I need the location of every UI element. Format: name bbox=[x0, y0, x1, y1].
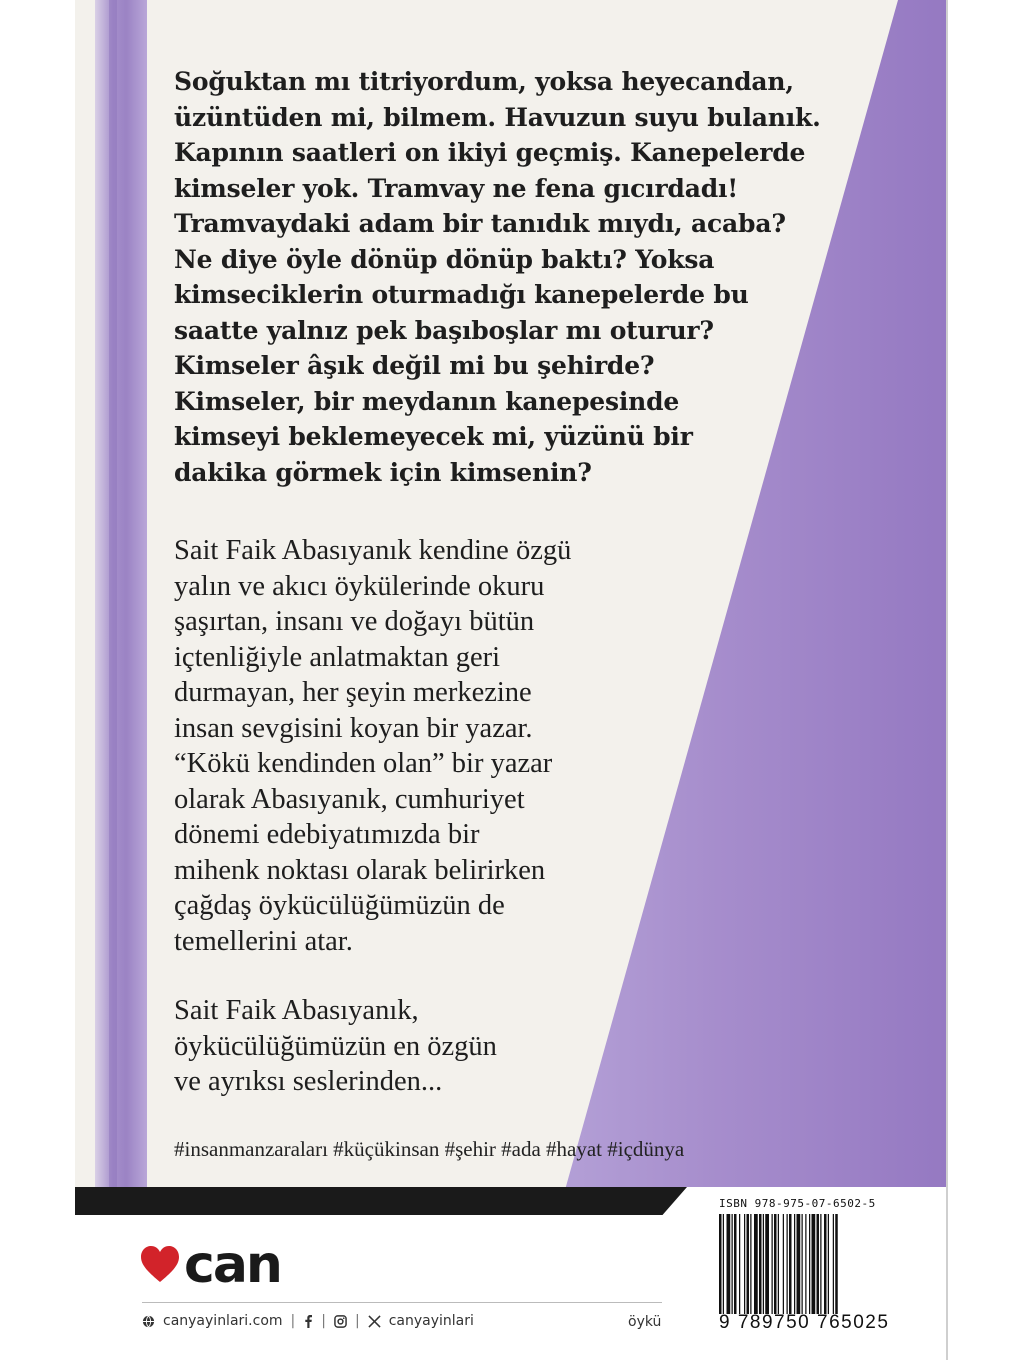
barcode-bar bbox=[732, 1214, 733, 1314]
hashtags: #insanmanzaraları #küçükinsan #şehir #ada #hayat #içdünya bbox=[174, 1137, 685, 1161]
quote-line: Kapının saatleri on ikiyi geçmiş. Kanepelerde bbox=[174, 138, 806, 167]
publisher-links bbox=[142, 1313, 474, 1329]
barcode-bar bbox=[812, 1214, 816, 1314]
lavender-stripe bbox=[95, 0, 147, 1190]
heart-icon bbox=[140, 1245, 180, 1285]
description-line: temellerini atar. bbox=[174, 925, 353, 957]
barcode-bar bbox=[763, 1214, 764, 1314]
barcode-bar bbox=[797, 1214, 801, 1314]
social-handle[interactable]: canyayinlari bbox=[388, 1313, 474, 1329]
isbn-label: ISBN 978-975-07-6502-5 bbox=[719, 1197, 876, 1210]
quote-line: kimseciklerin oturmadığı kanepelerde bu bbox=[174, 280, 749, 309]
barcode-bar bbox=[835, 1214, 838, 1314]
lavender-stripe-shade bbox=[109, 0, 117, 1190]
description-line: şaşırtan, insanı ve doğayı bütün bbox=[174, 606, 535, 637]
quote-line: dakika görmek için kimsenin? bbox=[174, 457, 592, 487]
description-line: dönemi edebiyatımızda bir bbox=[174, 819, 480, 850]
barcode-bar bbox=[754, 1214, 758, 1314]
tagline-line: Sait Faik Abasıyanık, bbox=[174, 995, 419, 1026]
instagram-icon[interactable] bbox=[334, 1315, 347, 1328]
barcode-bar bbox=[747, 1214, 750, 1314]
barcode-bar bbox=[759, 1214, 762, 1314]
barcode-bar bbox=[744, 1214, 745, 1314]
barcode-bar bbox=[774, 1214, 777, 1314]
barcode-bar bbox=[765, 1214, 769, 1314]
description-line: yalın ve akıcı öykülerinde okuru bbox=[174, 570, 545, 602]
facebook-icon[interactable] bbox=[303, 1314, 313, 1328]
isbn-barcode-block bbox=[719, 1197, 889, 1334]
barcode-bar bbox=[772, 1214, 773, 1314]
quote-line: Kimseler, bir meydanın kanepesinde bbox=[174, 386, 680, 416]
barcode-bar bbox=[828, 1214, 829, 1314]
tagline-line: ve ayrıksı seslerinden... bbox=[174, 1066, 443, 1097]
quote-excerpt bbox=[174, 64, 824, 490]
description-line: içtenliğiyle anlatmaktan geri bbox=[174, 641, 501, 673]
page-edge bbox=[946, 0, 948, 1360]
quote-line: kimseyi beklemeyecek mi, yüzünü bir bbox=[174, 422, 693, 451]
logo-wordmark: can bbox=[184, 1235, 281, 1295]
barcode-bar bbox=[750, 1214, 751, 1314]
description-line: çağdaş öykücülüğümüzün de bbox=[174, 890, 505, 921]
quote-line: Soğuktan mı titriyordum, yoksa heyecandan, bbox=[174, 67, 794, 96]
description-line: durmayan, her şeyin merkezine bbox=[174, 677, 532, 708]
barcode-bar bbox=[802, 1214, 803, 1314]
separator: | bbox=[290, 1313, 296, 1329]
barcode-bar bbox=[727, 1214, 731, 1314]
black-bar bbox=[75, 1187, 687, 1215]
globe-icon bbox=[142, 1315, 155, 1328]
barcode-bar bbox=[824, 1214, 827, 1314]
barcode-bar bbox=[778, 1214, 779, 1314]
footer-divider bbox=[142, 1302, 662, 1303]
website-link[interactable]: canyayinlari.com bbox=[163, 1313, 283, 1329]
x-icon[interactable] bbox=[368, 1315, 381, 1328]
genre-label: öykü bbox=[628, 1314, 662, 1330]
barcode-bar bbox=[783, 1214, 784, 1314]
quote-line: kimseler yok. Tramvay ne fena gıcırdadı! bbox=[174, 173, 739, 203]
quote-line: Tramvaydaki adam bir tanıdık mıydı, acaba? bbox=[174, 209, 786, 238]
publisher-logo bbox=[140, 1235, 281, 1295]
barcode-bar bbox=[833, 1214, 834, 1314]
separator: | bbox=[354, 1313, 360, 1329]
separator: | bbox=[321, 1313, 326, 1329]
description-line: mihenk noktası olarak belirirken bbox=[174, 854, 546, 886]
barcode-bar bbox=[817, 1214, 820, 1314]
barcode-bar bbox=[809, 1214, 810, 1314]
book-back-cover bbox=[75, 0, 946, 1360]
quote-line: Ne diye öyle dönüp dönüp baktı? Yoksa bbox=[174, 244, 715, 274]
quote-line: üzüntüden mi, bilmem. Havuzun suyu bulanık. bbox=[174, 102, 821, 132]
description-line: “Kökü kendinden olan” bir yazar bbox=[174, 748, 553, 779]
book-description bbox=[174, 533, 824, 959]
barcode-bar bbox=[723, 1214, 724, 1314]
barcode-bar bbox=[805, 1214, 806, 1314]
quote-line: Kimseler âşık değil mi bu şehirde? bbox=[174, 351, 655, 380]
barcode-bar bbox=[719, 1214, 722, 1314]
author-tagline bbox=[174, 993, 824, 1100]
isbn-digits: 9 789750 765025 bbox=[719, 1312, 890, 1333]
description-line: Sait Faik Abasıyanık kendine özgü bbox=[174, 535, 572, 566]
barcode-bar bbox=[787, 1214, 788, 1314]
description-line: insan sevgisini koyan bir yazar. bbox=[174, 712, 533, 744]
barcode-bar bbox=[820, 1214, 821, 1314]
quote-line: saatte yalnız pek başıboşlar mı oturur? bbox=[174, 315, 714, 345]
barcode-image bbox=[719, 1214, 889, 1314]
tagline-line: öykücülüğümüzün en özgün bbox=[174, 1030, 497, 1062]
barcode-bar bbox=[739, 1214, 740, 1314]
barcode-bar bbox=[794, 1214, 795, 1314]
description-line: olarak Abasıyanık, cumhuriyet bbox=[174, 783, 525, 815]
barcode-bar bbox=[734, 1214, 737, 1314]
barcode-bar bbox=[789, 1214, 792, 1314]
